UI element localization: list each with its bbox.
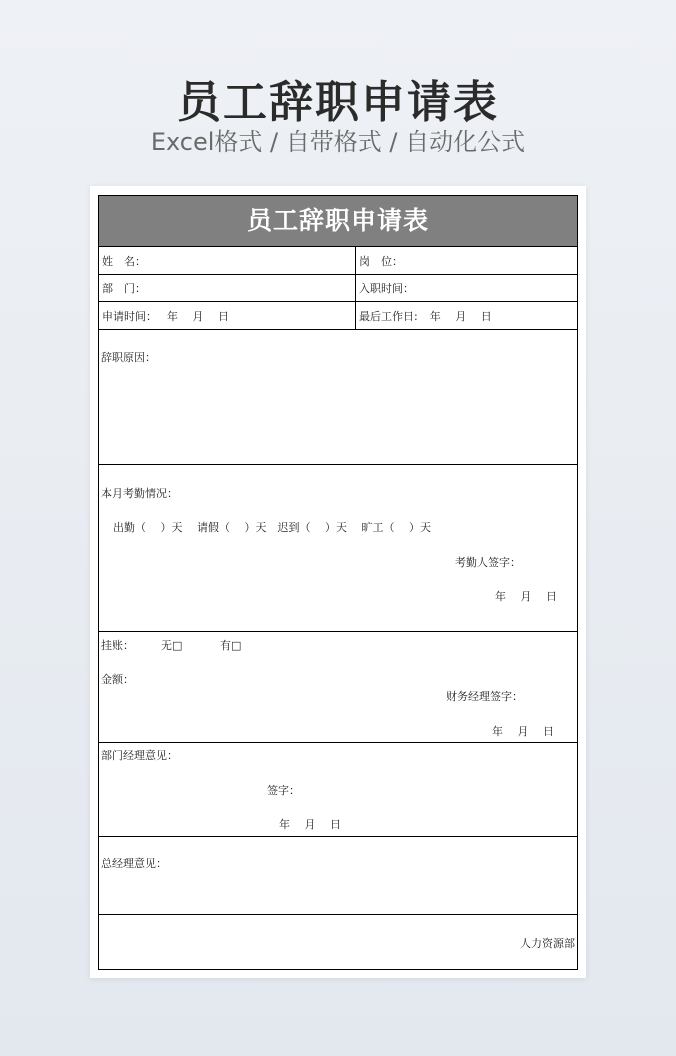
finance-signer-label: 财务经理签字： (446, 690, 523, 703)
apply-date-field[interactable] (99, 302, 356, 329)
attendance-line: 出勤（ ）天 请假（ ）天 迟到（ ）天 旷工（ ）天 (113, 521, 431, 534)
dept-field[interactable] (99, 275, 356, 301)
account-option-no[interactable]: 无□ (161, 639, 183, 652)
form-paper (90, 186, 586, 978)
attendance-date: 年 月 日 (495, 590, 557, 603)
reason-label: 辞职原因： (101, 351, 156, 364)
reason-section[interactable] (99, 330, 577, 465)
hr-department-label: 人力资源部 (520, 937, 575, 950)
last-day-field[interactable] (356, 302, 577, 329)
dept-label: 部 门： (102, 282, 146, 295)
position-label: 岗 位： (359, 254, 403, 268)
name-label: 姓 名： (102, 254, 146, 268)
gm-section[interactable] (99, 837, 577, 915)
apply-date-label: 申请时间： (102, 309, 157, 323)
dept-manager-label: 部门经理意见： (101, 749, 178, 762)
dept-manager-date: 年 月 日 (279, 818, 341, 831)
dept-manager-section[interactable] (99, 743, 577, 837)
footer-section (99, 915, 577, 971)
account-label: 挂账： (101, 639, 134, 652)
resignation-form (98, 195, 578, 970)
row-dept-join (99, 275, 577, 302)
account-section[interactable] (99, 632, 577, 743)
attendance-label: 本月考勤情况： (101, 487, 178, 500)
form-title: 员工辞职申请表 (99, 196, 577, 247)
dept-manager-sign-label: 签字： (267, 784, 300, 797)
page-hero-title: 员工辞职申请表 (177, 77, 499, 128)
name-field[interactable] (99, 247, 356, 274)
account-option-yes[interactable]: 有□ (220, 639, 242, 652)
last-day-value: 年 月 日 (429, 309, 492, 323)
attendance-section[interactable] (99, 465, 577, 632)
page-hero-subtitle: Excel格式 / 自带格式 / 自动化公式 (150, 128, 526, 156)
join-date-label: 入职时间： (359, 282, 414, 295)
position-field[interactable] (356, 247, 577, 274)
apply-date-value: 年 月 日 (167, 309, 229, 323)
join-date-field[interactable] (356, 275, 577, 301)
last-day-label: 最后工作日: (359, 309, 418, 323)
gm-label: 总经理意见： (101, 857, 167, 870)
amount-label: 金额： (101, 673, 134, 686)
attendance-signer-label: 考勤人签字： (455, 556, 521, 569)
row-name-position (99, 247, 577, 275)
finance-date: 年 月 日 (492, 725, 554, 738)
row-dates (99, 302, 577, 330)
